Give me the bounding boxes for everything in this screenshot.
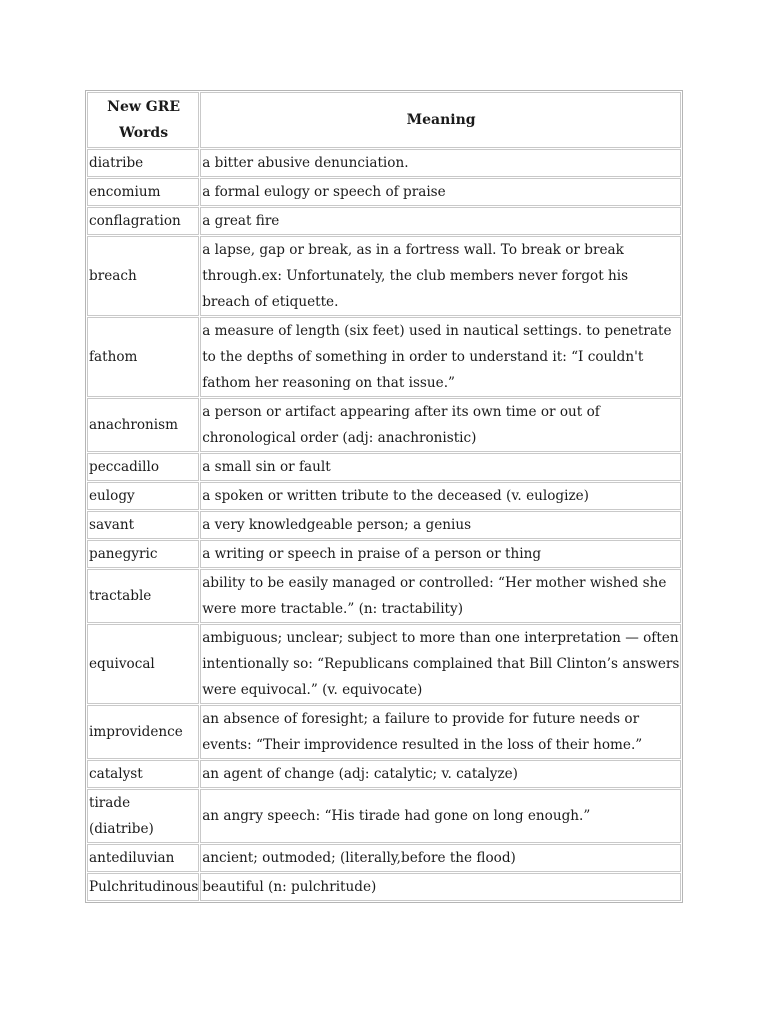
- table-row: [87, 844, 681, 872]
- table-row: [87, 178, 681, 206]
- meaning-cell: ancient; outmoded; (literally,before the flood): [200, 844, 681, 872]
- word-cell: peccadillo: [87, 453, 199, 481]
- meaning-cell: a writing or speech in praise of a person or thing: [200, 540, 681, 568]
- meaning-cell: a formal eulogy or speech of praise: [200, 178, 681, 206]
- word-cell: eulogy: [87, 482, 199, 510]
- word-cell: tractable: [87, 569, 199, 623]
- table-row: [87, 789, 681, 843]
- word-cell: Pulchritudinous: [87, 873, 199, 901]
- word-cell: anachronism: [87, 398, 199, 452]
- table-row: [87, 540, 681, 568]
- table-row: [87, 398, 681, 452]
- word-cell: breach: [87, 236, 199, 316]
- meaning-cell: a bitter abusive denunciation.: [200, 149, 681, 177]
- table-row: [87, 760, 681, 788]
- table-row: [87, 453, 681, 481]
- table-row: [87, 207, 681, 235]
- vocabulary-table: [85, 90, 683, 903]
- table-row: [87, 149, 681, 177]
- header-meaning: Meaning: [200, 92, 681, 148]
- meaning-cell: an angry speech: “His tirade had gone on long enough.”: [200, 789, 681, 843]
- meaning-cell: an agent of change (adj: catalytic; v. catalyze): [200, 760, 681, 788]
- table-row: [87, 569, 681, 623]
- meaning-cell: an absence of foresight; a failure to provide for future needs or events: “Their improvidence resulted in the loss of their home.”: [200, 705, 681, 759]
- meaning-cell: a measure of length (six feet) used in nautical settings. to penetrate to the depths of something in order to understand it: “I couldn't fathom her reasoning on that issue.”: [200, 317, 681, 397]
- table-row: [87, 236, 681, 316]
- meaning-cell: ambiguous; unclear; subject to more than one interpretation — often intentionally so: “Republicans complained that Bill Clinton’s answers were equivocal.” (v. equivocate): [200, 624, 681, 704]
- table-row: [87, 873, 681, 901]
- word-cell: panegyric: [87, 540, 199, 568]
- meaning-cell: a very knowledgeable person; a genius: [200, 511, 681, 539]
- word-cell: equivocal: [87, 624, 199, 704]
- word-cell: encomium: [87, 178, 199, 206]
- table-row: [87, 317, 681, 397]
- word-cell: conflagration: [87, 207, 199, 235]
- word-cell: diatribe: [87, 149, 199, 177]
- meaning-cell: a great fire: [200, 207, 681, 235]
- table-row: [87, 511, 681, 539]
- meaning-cell: a small sin or fault: [200, 453, 681, 481]
- document-page: [85, 90, 683, 903]
- table-row: [87, 705, 681, 759]
- meaning-cell: a person or artifact appearing after its own time or out of chronological order (adj: anachronistic): [200, 398, 681, 452]
- word-cell: improvidence: [87, 705, 199, 759]
- meaning-cell: beautiful (n: pulchritude): [200, 873, 681, 901]
- meaning-cell: a spoken or written tribute to the deceased (v. eulogize): [200, 482, 681, 510]
- word-cell: catalyst: [87, 760, 199, 788]
- table-header-row: [87, 92, 681, 148]
- table-row: [87, 482, 681, 510]
- header-word: New GRE Words: [87, 92, 199, 148]
- meaning-cell: ability to be easily managed or controlled: “Her mother wished she were more tractable.” (n: tractability): [200, 569, 681, 623]
- meaning-cell: a lapse, gap or break, as in a fortress wall. To break or break through.ex: Unfortunately, the club members never forgot his breach of etiquette.: [200, 236, 681, 316]
- word-cell: antediluvian: [87, 844, 199, 872]
- word-cell: savant: [87, 511, 199, 539]
- word-cell: tirade (diatribe): [87, 789, 199, 843]
- word-cell: fathom: [87, 317, 199, 397]
- table-row: [87, 624, 681, 704]
